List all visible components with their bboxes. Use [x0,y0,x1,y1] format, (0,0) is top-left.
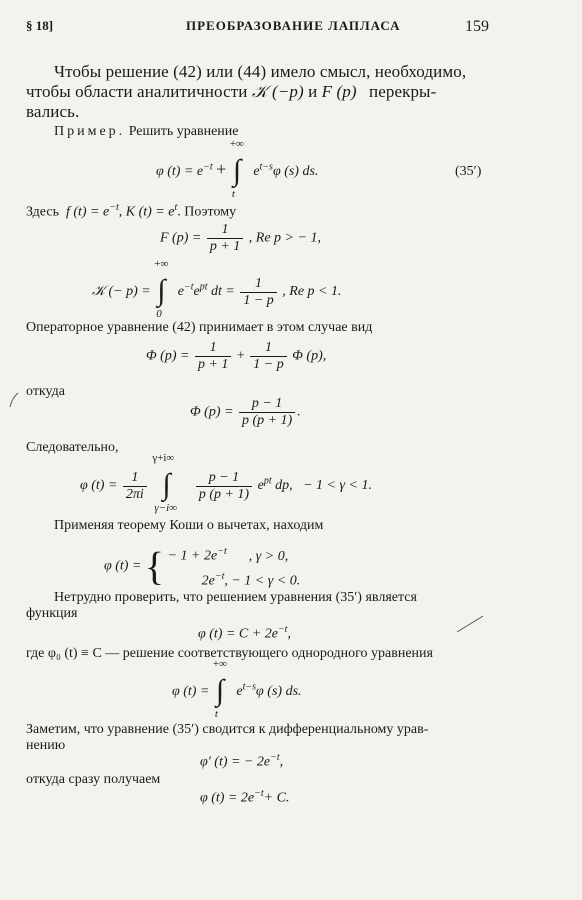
running-title: ПРЕОБРАЗОВАНИЕ ЛАПЛАСА [186,18,401,33]
therefore: Следовательно, [26,440,119,455]
note-line-1: Заметим, что уравнение (35′) сводится к дифференциальному урав- [26,722,429,737]
section-number: § 18] [26,18,54,33]
fraction: $\frac{1}{p + 1}$ [207,222,243,255]
note-line-2: нению [26,738,66,753]
example-line: Пример. Решить уравнение [54,124,239,139]
check-line-2: функция [26,606,78,621]
equation-final: φ $(t) = 2e^{-t}+ C$. [200,788,290,806]
page-number: 159 [465,18,489,35]
equation-phi-integral: φ (t) = $\frac{1}{2\pi i}$ ∫ γ+i∞ γ−i∞ $\frac{p - 1}{p (p + 1)}$ $e^{pt}$ dp, − 1 < γ < 1. [80,452,372,514]
intro-line-2: чтобы области аналитичности 𝒦 (−p) и F (p) перекры- [26,82,437,101]
fraction: $\frac{1}{2\pi i}$ [123,470,147,503]
equation-F: F (p) = $\frac{1}{p + 1}$ , Re p > − 1, [160,222,321,254]
integral-sign: ∫ +∞ t [212,658,227,720]
pencil-mark [455,614,485,634]
fraction: $\frac{1}{1 - p}$ [240,276,276,309]
integral-sign: ∫ γ+i∞ γ−i∞ [152,452,177,514]
equation-number: (35′) [455,164,482,179]
fraction: $\frac{p - 1}{p (p + 1)}$ [239,396,295,429]
equation-K: 𝒦 (− p) = ∫ +∞ 0 $e^{-t}e^{pt}$ dt = $\frac{1}{1 - p}$ , Re p < 1. [92,258,342,320]
equation-differential: φ′ (t) = − $2e^{-t}$, [200,752,284,770]
fraction: $\frac{1}{p + 1}$ [195,340,231,373]
here-line: Здесь f $(t) = e^{-t}$, K $(t) = e^t$. Поэтому [26,202,237,220]
cauchy-line: Применяя теорему Коши о вычетах, находим [54,518,324,533]
intro-line-3: вались. [26,102,80,121]
where-line: где φ₀ (t) ≡ C — решение соответствующего однородного уравнения [26,646,433,661]
check-line-1: Нетрудно проверить, что решением уравнения (35′) является [54,590,417,605]
equation-Phi-2: Φ (p) = $\frac{p - 1}{p (p + 1)}$ . [190,396,301,428]
whence-2: откуда сразу получаем [26,772,161,787]
whence-1: откуда [26,384,65,399]
equation-35prime: φ $(t) = e^{-t}$ + ∫ +∞ t $e^{t-s}\varphi$ (s) ds. [156,138,319,200]
equation-Phi-1: Φ (p) = $\frac{1}{p + 1}$ + $\frac{1}{1 - p}$ Φ (p), [146,340,327,372]
integral-sign: ∫ +∞ t [229,138,244,200]
equation-cases: φ (t) = { − $1 + 2e^{-t}$ , γ > 0, $2e^{-t}$, − 1 < γ < 0. [104,543,301,589]
fraction: $\frac{1}{1 - p}$ [250,340,286,373]
equation-solution: φ $(t) = C + 2e^{-t}$, [198,624,291,642]
brace-icon: { [144,543,165,589]
operator-line: Операторное уравнение (42) принимает в этом случае вид [26,320,373,335]
intro-line-1: Чтобы решение (42) или (44) имело смысл, необходимо, [54,62,467,81]
equation-homogeneous: φ (t) = ∫ +∞ t $e^{t-s}\varphi$ (s) ds. [172,658,302,720]
example-label: Пример. [54,124,126,139]
fraction: $\frac{p - 1}{p (p + 1)}$ [196,470,252,503]
pencil-mark [8,392,20,408]
integral-sign: ∫ +∞ 0 [154,258,169,320]
